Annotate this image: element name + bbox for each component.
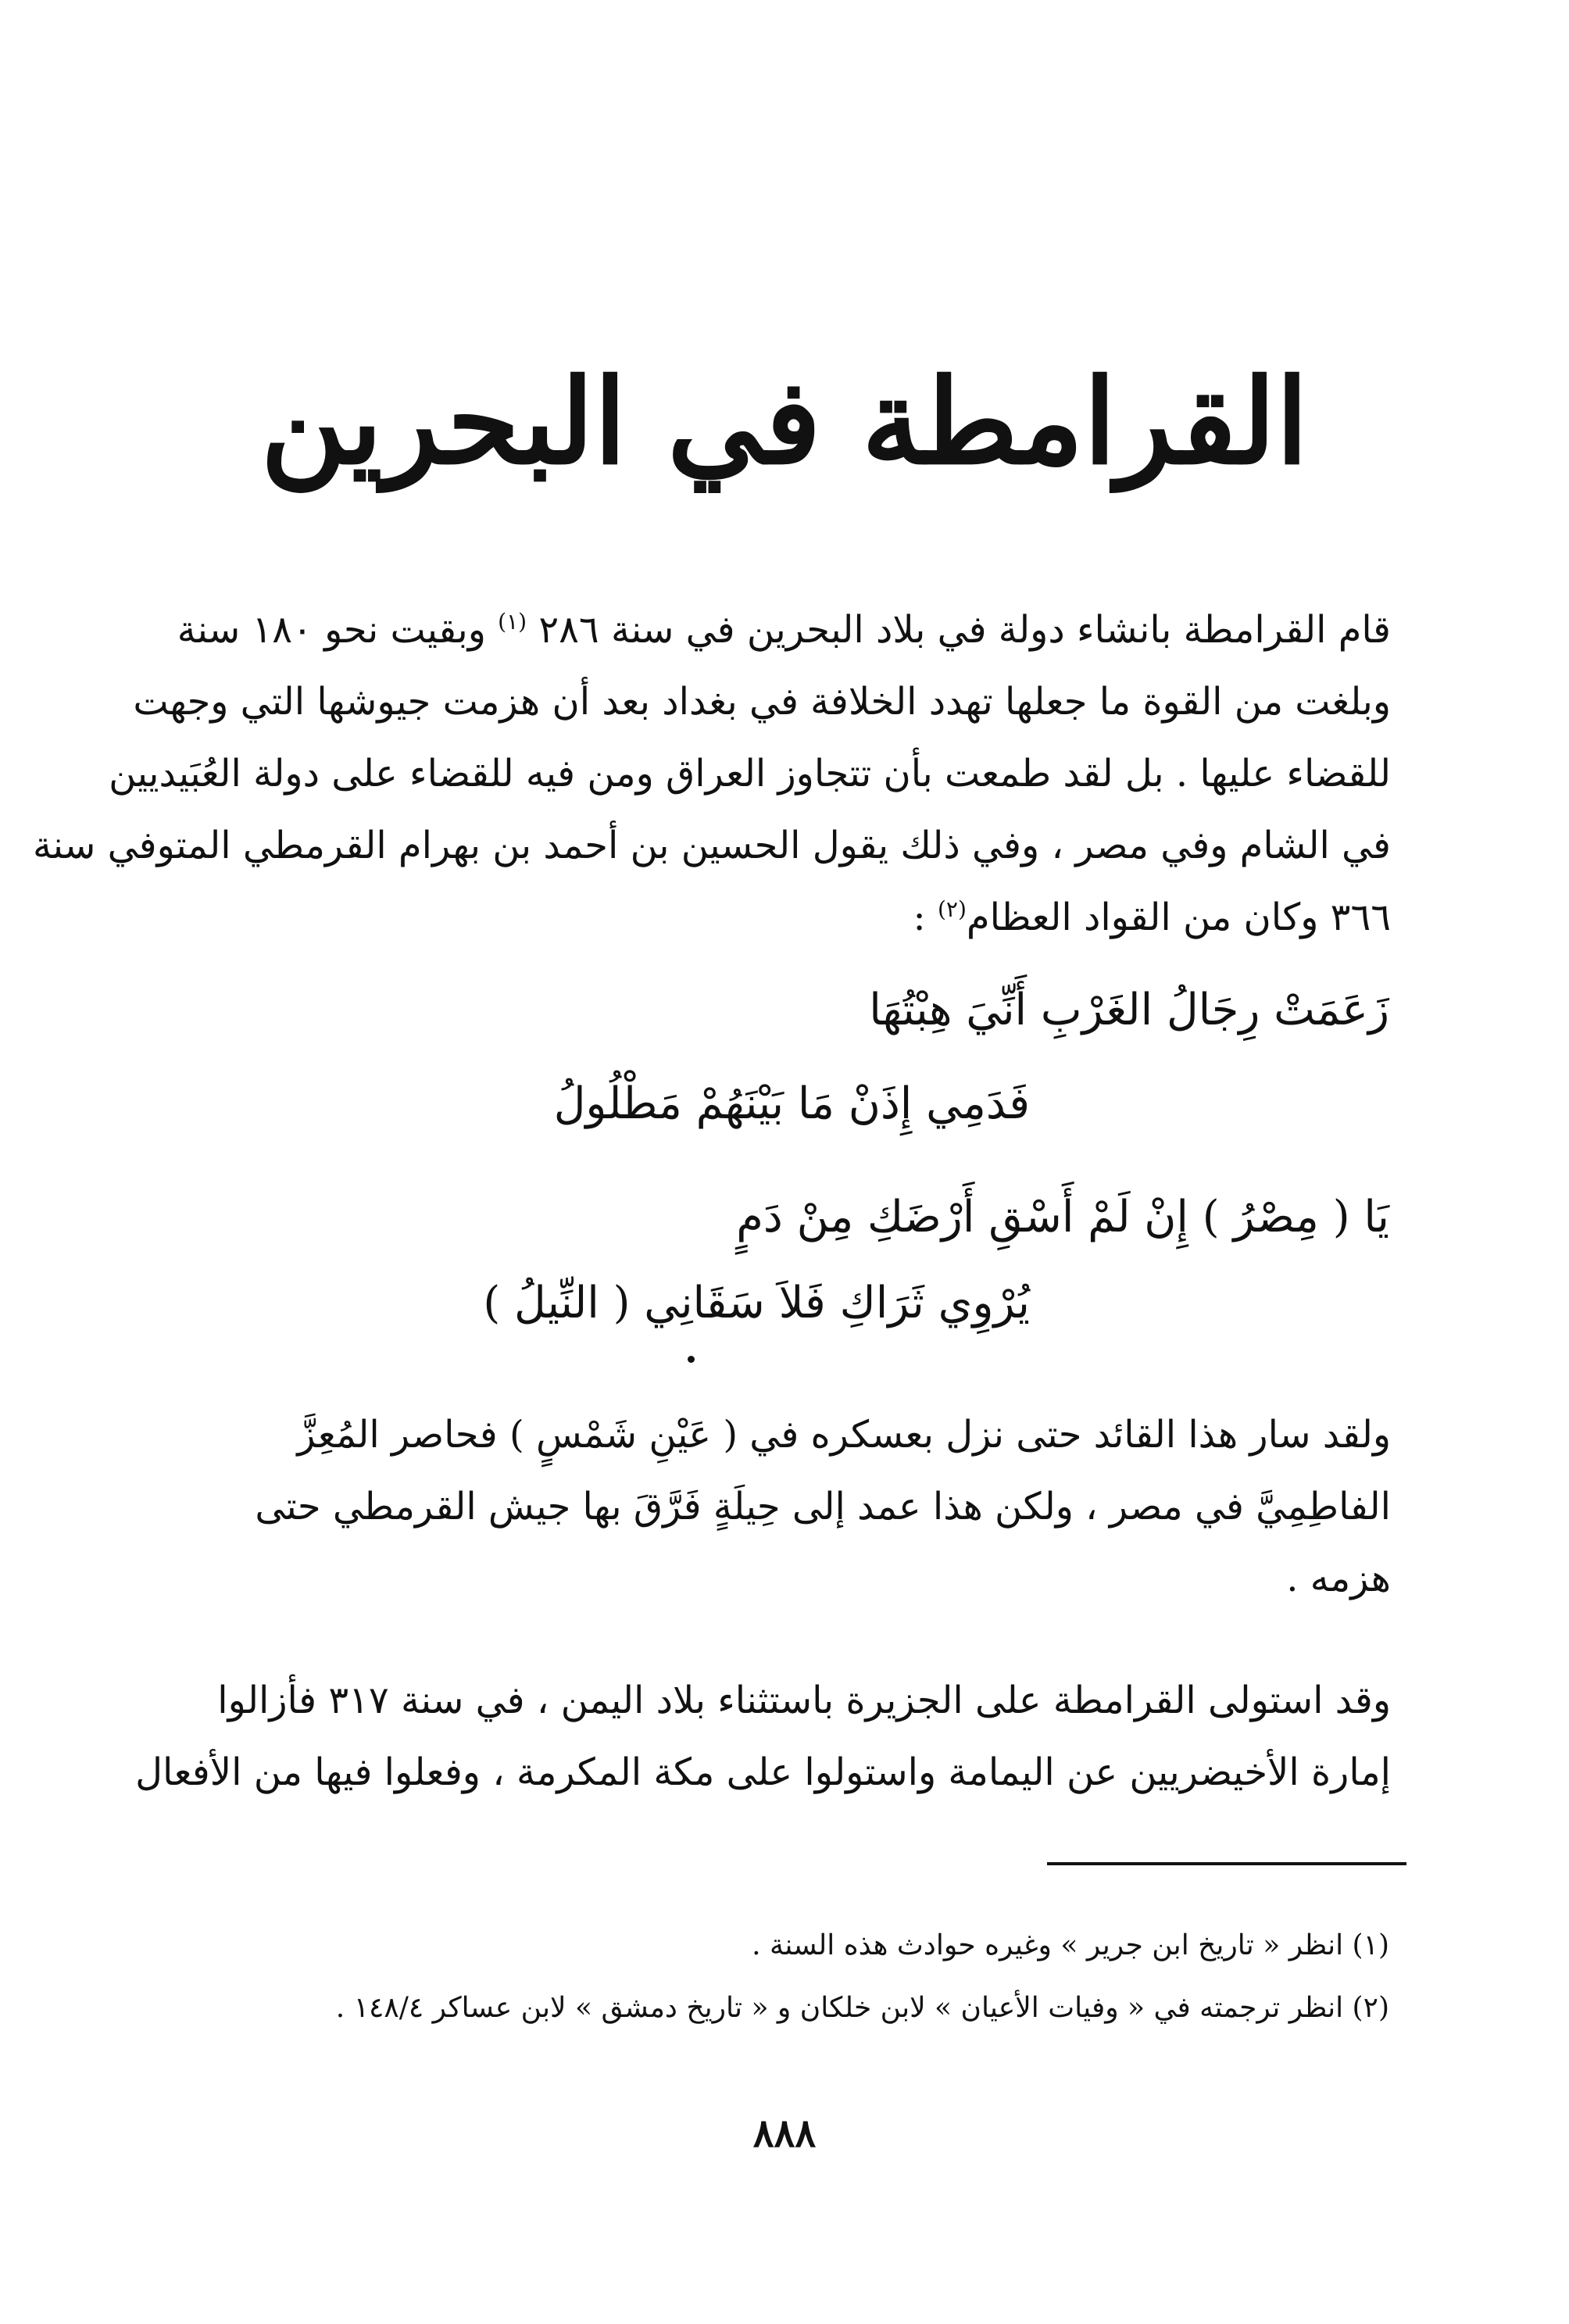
page-number: ٨٨٨ — [752, 2110, 817, 2156]
footnote-2: (٢) انظر ترجمته في « وفيات الأعيان » لابن خلكان و « تاريخ دمشق » لابن عساكر ١٤٨/٤ . — [335, 1992, 1389, 2024]
footnotes — [336, 1915, 1389, 2040]
verse-2: فَدَمِي إِذَنْ مَا بَيْنَهُمْ مَطْلُولُ — [553, 1078, 1030, 1129]
paragraph-1-line-3: للقضاء عليها . بل لقد طمعت بأن تتجاوز العراق ومن فيه للقضاء على دولة العُبَيديين — [109, 752, 1391, 796]
paragraph-1-line-5: ٣٦٦ وكان من القواد العظام$^{(٢)}$ : — [913, 896, 1391, 939]
paragraph-1 — [32, 594, 1391, 953]
paragraph-2-line-2: الفاطِمِيَّ في مصر ، ولكن هذا عمد إلى حِيلَةٍ فَرَّقَ بها جيش القرمطي حتى — [255, 1485, 1391, 1528]
paragraph-1-line-4: في الشام وفي مصر ، وفي ذلك يقول الحسين بن أحمد بن بهرام القرمطي المتوفي سنة — [32, 824, 1391, 867]
separator-dot — [688, 1356, 695, 1363]
footnote-1: (١) انظر « تاريخ ابن جرير » وغيره حوادث هذه السنة . — [752, 1929, 1389, 1961]
footnote-ref-1: (١) — [498, 609, 527, 635]
footnote-ref-2: (٢) — [937, 896, 967, 922]
verse-3: يَا ( مِصْرُ ) إِنْ لَمْ أَسْقِ أَرْضَكِ مِنْ دَمٍ — [736, 1192, 1389, 1242]
footnote-divider — [1047, 1862, 1406, 1865]
verse-1: زَعَمَتْ رِجَالُ الغَرْبِ أَنِّيَ هِبْتُهَا — [869, 985, 1389, 1035]
verse-4: يُرْوِي ثَرَاكِ فَلاَ سَقَانِي ( النِّيلُ ) — [483, 1278, 1030, 1328]
page-title: القرامطة في البحرين — [260, 353, 1309, 491]
paragraph-3-line-2: إمارة الأخيضريين عن اليمامة واستولوا على مكة المكرمة ، وفعلوا فيها من الأفعال — [135, 1750, 1391, 1794]
paragraph-2-line-1: ولقد سار هذا القائد حتى نزل بعسكره في ( عَيْنِ شَمْسٍ ) فحاصر المُعِزَّ — [297, 1413, 1391, 1457]
paragraph-2-line-3: هزمه . — [1286, 1557, 1391, 1600]
paragraph-1-line-1: قام القرامطة بانشاء دولة في بلاد البحرين في سنة ٢٨٦ $^{(١)}$ وبقيت نحو ١٨٠ سنة — [177, 608, 1391, 652]
paragraph-2 — [188, 1399, 1391, 1614]
paragraph-3-line-1: وقد استولى القرامطة على الجزيرة باستثناء بلاد اليمن ، في سنة ٣١٧ فأزالوا — [217, 1679, 1391, 1722]
paragraph-3 — [135, 1664, 1391, 1808]
paragraph-1-line-2: وبلغت من القوة ما جعلها تهدد الخلافة في بغداد بعد أن هزمت جيوشها التي وجهت — [133, 680, 1391, 724]
